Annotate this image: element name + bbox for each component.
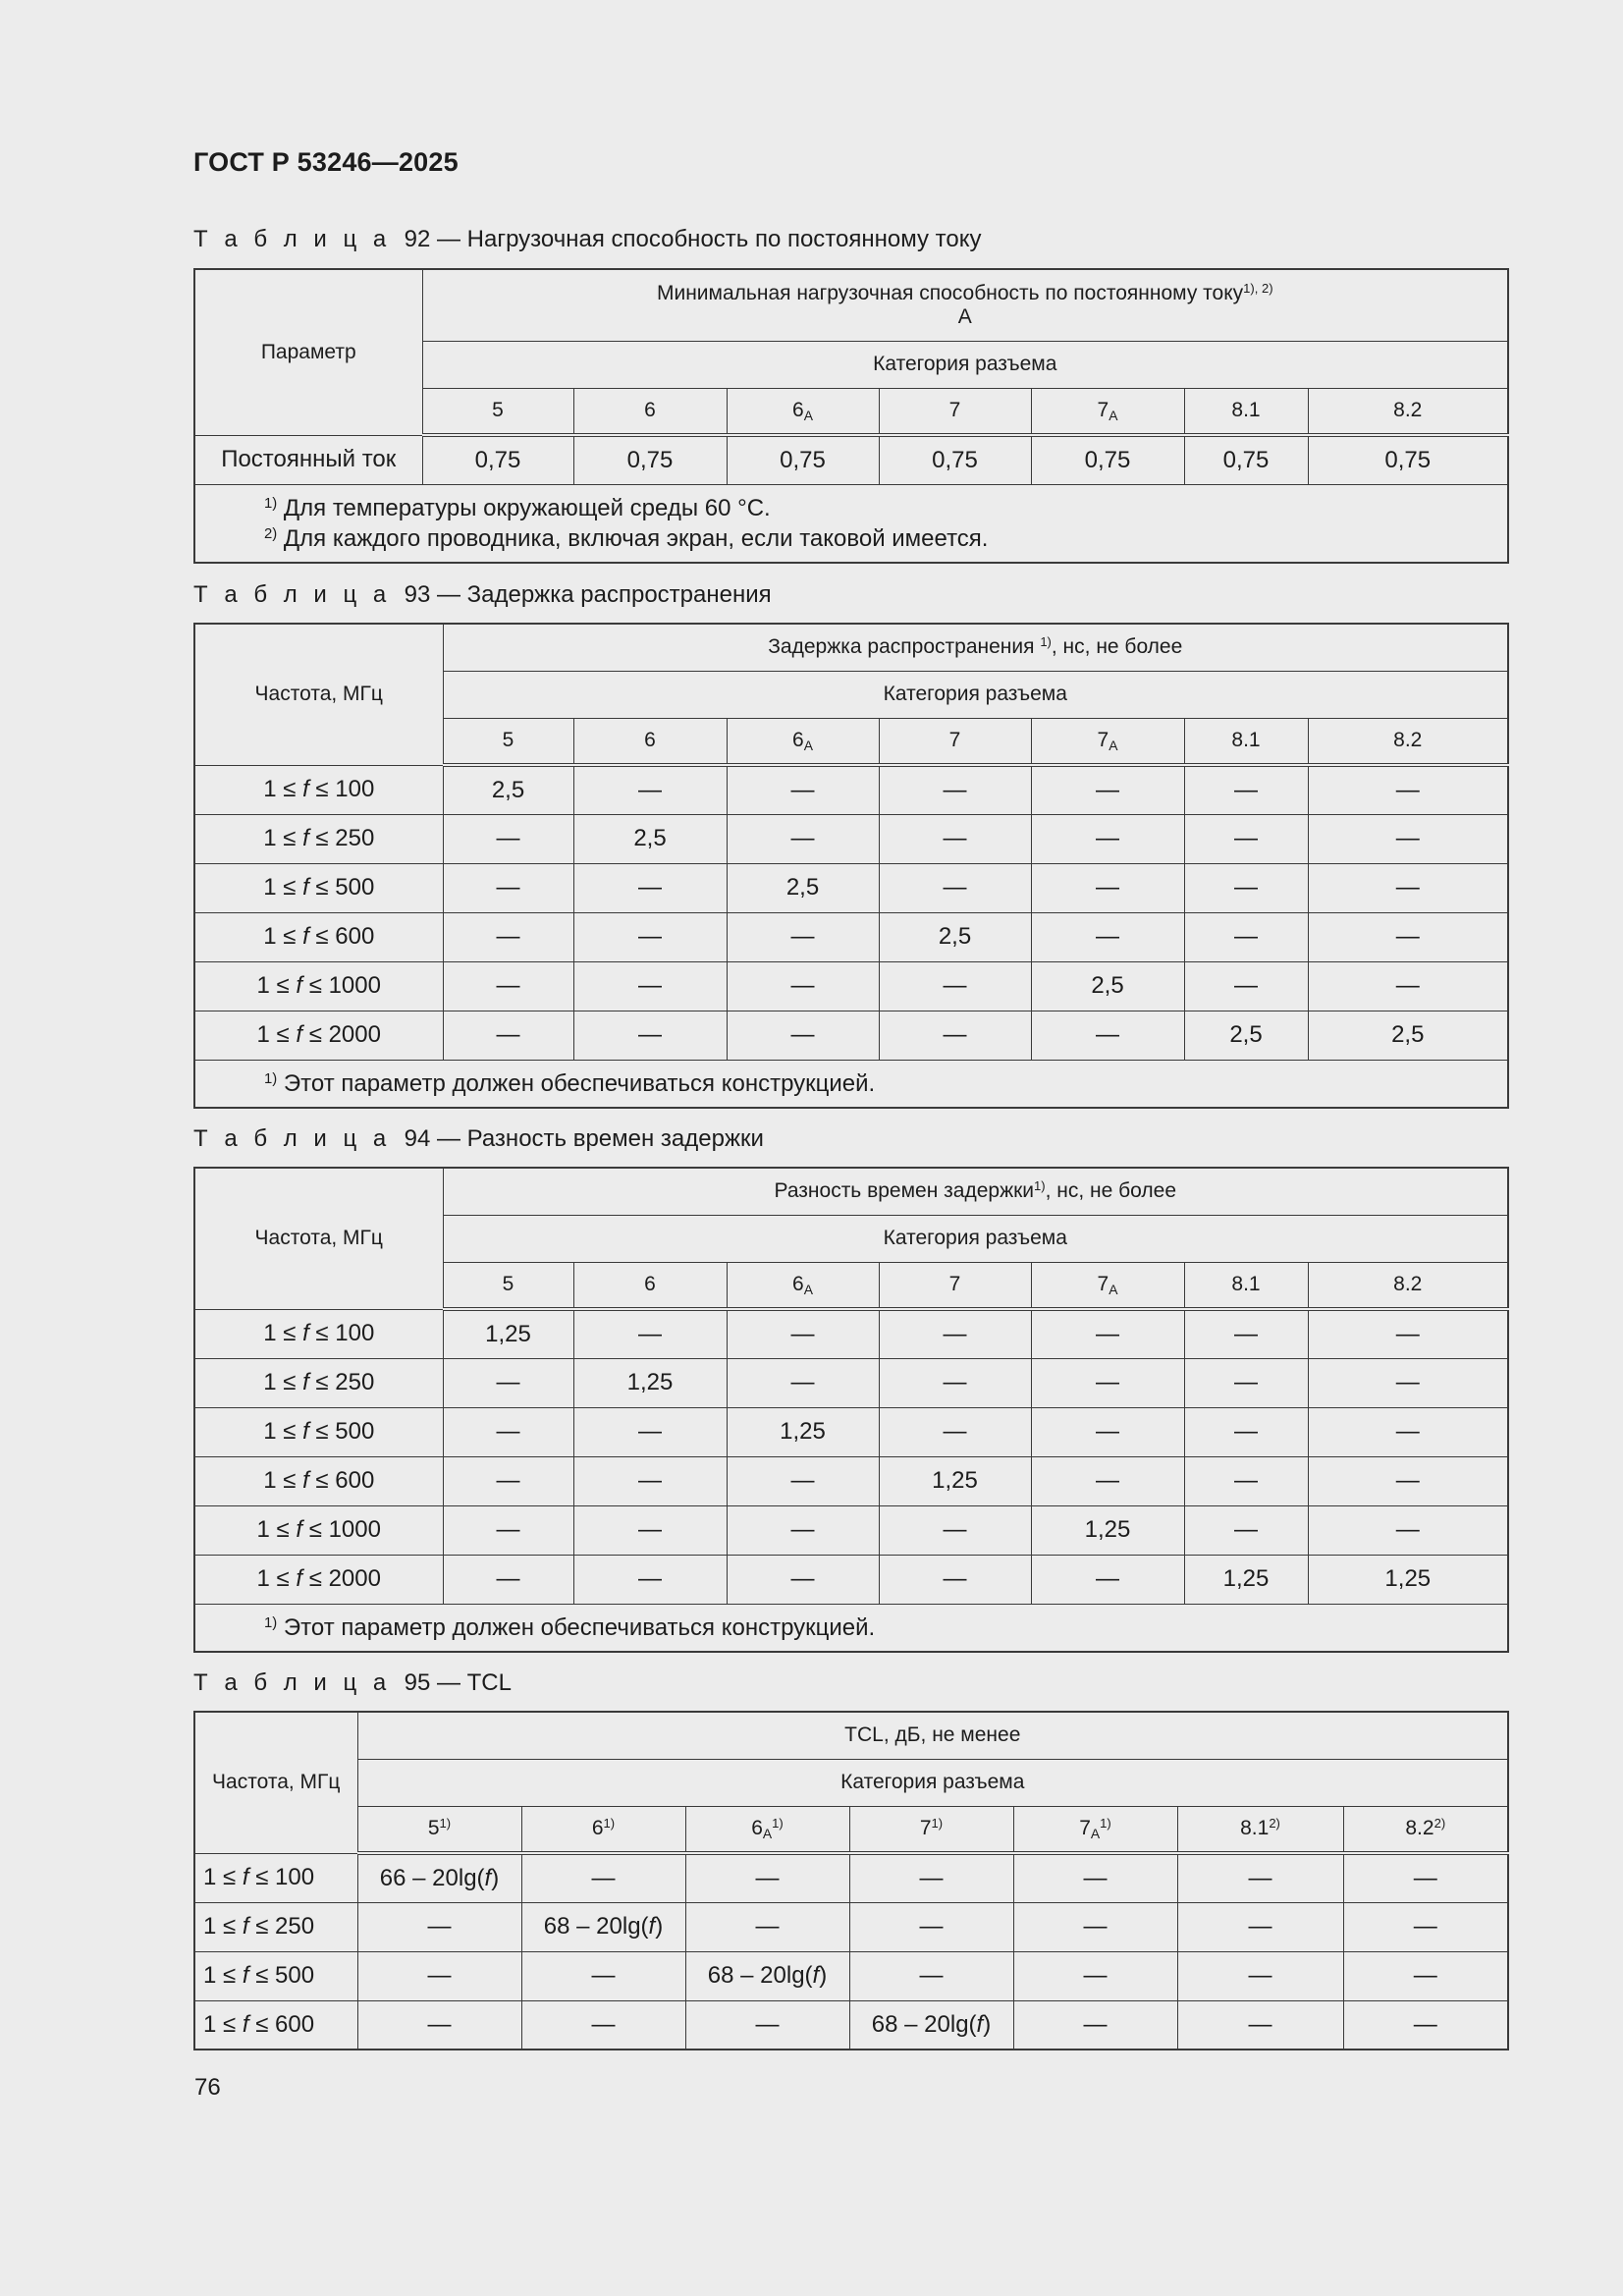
value-cell: 1,25 xyxy=(1031,1505,1184,1555)
value-cell: — xyxy=(1013,1902,1177,1951)
group-header: Минимальная нагрузочная способность по постоянному току$^{1), 2)}$ А xyxy=(422,269,1508,341)
value-cell: — xyxy=(443,1358,573,1407)
value-cell: 66 – 20lg(f) xyxy=(357,1853,521,1902)
table-95-caption: Т а б л и ц а 95 — TCL xyxy=(193,1669,512,1696)
value-cell: — xyxy=(521,1853,685,1902)
category-code: 5 xyxy=(443,1262,573,1309)
value-cell: 1,25 xyxy=(573,1358,727,1407)
value-cell: — xyxy=(849,1902,1013,1951)
value-cell: — xyxy=(1343,2000,1508,2050)
category-code: 7 xyxy=(879,1262,1031,1309)
value-cell: — xyxy=(1184,961,1308,1011)
frequency-cell: 1 ≤ f ≤ 600 xyxy=(194,2000,357,2050)
value-cell: — xyxy=(1031,1456,1184,1505)
value-cell: 2,5 xyxy=(879,912,1031,961)
table-row xyxy=(194,863,1508,912)
value-cell: — xyxy=(1308,1407,1508,1456)
category-code: 8.1 xyxy=(1184,388,1308,435)
value-cell: — xyxy=(879,1555,1031,1604)
value-cell: 0,75 xyxy=(1031,435,1184,484)
value-cell: — xyxy=(879,765,1031,814)
value-cell: — xyxy=(685,1902,849,1951)
value-cell: — xyxy=(727,1309,879,1358)
table-94-caption: Т а б л и ц а 94 — Разность времен задержки xyxy=(193,1125,764,1152)
frequency-cell: 1 ≤ f ≤ 600 xyxy=(194,1456,443,1505)
value-cell: — xyxy=(849,1853,1013,1902)
value-cell: 2,5 xyxy=(727,863,879,912)
value-cell: — xyxy=(521,2000,685,2050)
value-cell: 2,5 xyxy=(1031,961,1184,1011)
value-cell: — xyxy=(443,1505,573,1555)
value-cell: — xyxy=(573,1309,727,1358)
frequency-cell: 1 ≤ f ≤ 100 xyxy=(194,765,443,814)
category-code: 8.1 xyxy=(1184,718,1308,765)
category-code: 7 xyxy=(879,388,1031,435)
table-row xyxy=(194,961,1508,1011)
frequency-cell: 1 ≤ f ≤ 2000 xyxy=(194,1011,443,1060)
table-93 xyxy=(193,623,1509,1109)
value-cell: — xyxy=(727,1456,879,1505)
value-cell: 2,5 xyxy=(573,814,727,863)
category-code: 8.2$^{2)}$ xyxy=(1343,1806,1508,1853)
frequency-cell: 1 ≤ f ≤ 1000 xyxy=(194,961,443,1011)
frequency-cell: 1 ≤ f ≤ 500 xyxy=(194,1951,357,2000)
frequency-header: Частота, МГц xyxy=(194,1712,357,1853)
value-cell: — xyxy=(1184,1407,1308,1456)
value-cell: 1,25 xyxy=(879,1456,1031,1505)
group-header: Задержка распространения $^{1)}$, нс, не более xyxy=(443,624,1508,671)
table-row xyxy=(194,435,1508,484)
value-cell: — xyxy=(573,1555,727,1604)
value-cell: 68 – 20lg(f) xyxy=(849,2000,1013,2050)
table-row xyxy=(194,1505,1508,1555)
value-cell: 0,75 xyxy=(1184,435,1308,484)
category-code: 7$^{1)}$ xyxy=(849,1806,1013,1853)
value-cell: — xyxy=(1031,863,1184,912)
table-row xyxy=(194,1456,1508,1505)
table-row xyxy=(194,2000,1508,2050)
category-codes-row xyxy=(194,1806,1508,1853)
table-row xyxy=(194,814,1508,863)
table-row xyxy=(194,765,1508,814)
category-code: 5$^{1)}$ xyxy=(357,1806,521,1853)
value-cell: — xyxy=(1184,765,1308,814)
value-cell: — xyxy=(1308,1456,1508,1505)
value-cell: — xyxy=(1031,1309,1184,1358)
table-row xyxy=(194,1011,1508,1060)
value-cell: — xyxy=(727,961,879,1011)
value-cell: — xyxy=(443,1407,573,1456)
page-number: 76 xyxy=(194,2074,221,2101)
value-cell: — xyxy=(685,2000,849,2050)
value-cell: 68 – 20lg(f) xyxy=(685,1951,849,2000)
frequency-cell: 1 ≤ f ≤ 250 xyxy=(194,1358,443,1407)
table-row xyxy=(194,1853,1508,1902)
value-cell: — xyxy=(443,961,573,1011)
value-cell: — xyxy=(1184,863,1308,912)
frequency-header: Частота, МГц xyxy=(194,1168,443,1309)
value-cell: — xyxy=(443,912,573,961)
value-cell: 0,75 xyxy=(573,435,727,484)
value-cell: — xyxy=(727,1358,879,1407)
value-cell: — xyxy=(849,1951,1013,2000)
value-cell: — xyxy=(1308,1505,1508,1555)
table-row xyxy=(194,1902,1508,1951)
value-cell: — xyxy=(1184,1505,1308,1555)
value-cell: — xyxy=(573,863,727,912)
value-cell: — xyxy=(1308,814,1508,863)
category-header: Категория разъема xyxy=(357,1759,1508,1806)
table-row xyxy=(194,1951,1508,2000)
value-cell: 0,75 xyxy=(727,435,879,484)
value-cell: — xyxy=(1343,1853,1508,1902)
value-cell: — xyxy=(1031,814,1184,863)
value-cell: — xyxy=(727,912,879,961)
value-cell: — xyxy=(573,1407,727,1456)
frequency-cell: 1 ≤ f ≤ 600 xyxy=(194,912,443,961)
value-cell: 2,5 xyxy=(1308,1011,1508,1060)
frequency-cell: 1 ≤ f ≤ 500 xyxy=(194,1407,443,1456)
value-cell: — xyxy=(521,1951,685,2000)
value-cell: — xyxy=(357,1902,521,1951)
value-cell: — xyxy=(879,814,1031,863)
value-cell: — xyxy=(1308,863,1508,912)
value-cell: — xyxy=(573,765,727,814)
value-cell: — xyxy=(1031,1358,1184,1407)
table-row xyxy=(194,1358,1508,1407)
value-cell: — xyxy=(1177,1902,1343,1951)
category-code: $7_A$ xyxy=(1031,388,1184,435)
table-row xyxy=(194,1407,1508,1456)
value-cell: — xyxy=(1184,1358,1308,1407)
category-code: 6 xyxy=(573,388,727,435)
category-header: Категория разъема xyxy=(443,1215,1508,1262)
category-code: $7_A$ xyxy=(1031,718,1184,765)
group-header: Разность времен задержки$^{1)}$, нс, не более xyxy=(443,1168,1508,1215)
category-code: 7 xyxy=(879,718,1031,765)
value-cell: — xyxy=(1177,1853,1343,1902)
value-cell: — xyxy=(879,1358,1031,1407)
table-row xyxy=(194,1309,1508,1358)
row-label: Постоянный ток xyxy=(194,435,422,484)
value-cell: — xyxy=(879,1505,1031,1555)
category-code: 6$^{1)}$ xyxy=(521,1806,685,1853)
value-cell: — xyxy=(1184,1309,1308,1358)
frequency-cell: 1 ≤ f ≤ 250 xyxy=(194,1902,357,1951)
value-cell: — xyxy=(1343,1951,1508,2000)
value-cell: — xyxy=(357,1951,521,2000)
value-cell: 1,25 xyxy=(443,1309,573,1358)
category-code: $6_A^{1)}$ xyxy=(685,1806,849,1853)
category-code: $7_A^{1)}$ xyxy=(1013,1806,1177,1853)
category-code: 5 xyxy=(422,388,573,435)
value-cell: — xyxy=(1031,1407,1184,1456)
value-cell: — xyxy=(1308,1309,1508,1358)
table-footnotes: $^{1)}$ Для температуры окружающей среды 60 °С. $^{2)}$ Для каждого проводника, включая экран, если таковой имеется. xyxy=(194,484,1508,563)
frequency-cell: 1 ≤ f ≤ 500 xyxy=(194,863,443,912)
value-cell: — xyxy=(1031,1011,1184,1060)
param-header: Параметр xyxy=(194,269,422,435)
value-cell: 1,25 xyxy=(727,1407,879,1456)
value-cell: — xyxy=(443,1456,573,1505)
value-cell: — xyxy=(1177,2000,1343,2050)
value-cell: — xyxy=(573,912,727,961)
value-cell: — xyxy=(879,1011,1031,1060)
table-94 xyxy=(193,1167,1509,1653)
value-cell: — xyxy=(443,1555,573,1604)
value-cell: 68 – 20lg(f) xyxy=(521,1902,685,1951)
value-cell: 1,25 xyxy=(1308,1555,1508,1604)
document-header: ГОСТ Р 53246—2025 xyxy=(193,147,459,177)
table-95 xyxy=(193,1711,1509,2050)
category-code: $7_A$ xyxy=(1031,1262,1184,1309)
value-cell: — xyxy=(1013,1951,1177,2000)
value-cell: — xyxy=(573,1456,727,1505)
category-header: Категория разъема xyxy=(443,671,1508,718)
value-cell: — xyxy=(573,1505,727,1555)
value-cell: — xyxy=(573,1011,727,1060)
category-code: 8.2 xyxy=(1308,718,1508,765)
table-row xyxy=(194,912,1508,961)
value-cell: — xyxy=(727,765,879,814)
table-92 xyxy=(193,268,1509,564)
value-cell: — xyxy=(879,863,1031,912)
value-cell: — xyxy=(1308,765,1508,814)
category-code: 5 xyxy=(443,718,573,765)
value-cell: — xyxy=(1308,912,1508,961)
value-cell: — xyxy=(879,1309,1031,1358)
category-code: 6 xyxy=(573,718,727,765)
value-cell: 0,75 xyxy=(1308,435,1508,484)
table-row xyxy=(194,1555,1508,1604)
category-code: 6 xyxy=(573,1262,727,1309)
value-cell: — xyxy=(879,1407,1031,1456)
value-cell: — xyxy=(727,814,879,863)
category-code: 8.2 xyxy=(1308,388,1508,435)
value-cell: 1,25 xyxy=(1184,1555,1308,1604)
frequency-cell: 1 ≤ f ≤ 1000 xyxy=(194,1505,443,1555)
value-cell: 2,5 xyxy=(443,765,573,814)
value-cell: — xyxy=(685,1853,849,1902)
value-cell: 2,5 xyxy=(1184,1011,1308,1060)
category-code: $6_A$ xyxy=(727,388,879,435)
value-cell: 0,75 xyxy=(879,435,1031,484)
category-code: 8.1$^{2)}$ xyxy=(1177,1806,1343,1853)
table-92-caption: Т а б л и ц а 92 — Нагрузочная способность по постоянному току xyxy=(193,226,982,252)
table-footnote: $^{1)}$ Этот параметр должен обеспечиваться конструкцией. xyxy=(194,1060,1508,1108)
frequency-cell: 1 ≤ f ≤ 100 xyxy=(194,1853,357,1902)
value-cell: — xyxy=(1343,1902,1508,1951)
value-cell: — xyxy=(879,961,1031,1011)
value-cell: — xyxy=(443,863,573,912)
value-cell: 0,75 xyxy=(422,435,573,484)
group-header: TCL, дБ, не менее xyxy=(357,1712,1508,1759)
value-cell: — xyxy=(443,814,573,863)
category-code: $6_A$ xyxy=(727,1262,879,1309)
value-cell: — xyxy=(1308,1358,1508,1407)
table-93-caption: Т а б л и ц а 93 — Задержка распространения xyxy=(193,581,772,608)
frequency-cell: 1 ≤ f ≤ 2000 xyxy=(194,1555,443,1604)
value-cell: — xyxy=(1013,1853,1177,1902)
category-code: 8.2 xyxy=(1308,1262,1508,1309)
table-footnote: $^{1)}$ Этот параметр должен обеспечиваться конструкцией. xyxy=(194,1604,1508,1652)
value-cell: — xyxy=(727,1555,879,1604)
frequency-cell: 1 ≤ f ≤ 100 xyxy=(194,1309,443,1358)
value-cell: — xyxy=(1031,1555,1184,1604)
frequency-cell: 1 ≤ f ≤ 250 xyxy=(194,814,443,863)
value-cell: — xyxy=(1177,1951,1343,2000)
value-cell: — xyxy=(357,2000,521,2050)
value-cell: — xyxy=(1013,2000,1177,2050)
value-cell: — xyxy=(1184,814,1308,863)
category-code: $6_A$ xyxy=(727,718,879,765)
value-cell: — xyxy=(727,1011,879,1060)
value-cell: — xyxy=(573,961,727,1011)
value-cell: — xyxy=(1031,765,1184,814)
value-cell: — xyxy=(1031,912,1184,961)
frequency-header: Частота, МГц xyxy=(194,624,443,765)
category-code: 8.1 xyxy=(1184,1262,1308,1309)
value-cell: — xyxy=(1184,912,1308,961)
value-cell: — xyxy=(1184,1456,1308,1505)
value-cell: — xyxy=(443,1011,573,1060)
value-cell: — xyxy=(1308,961,1508,1011)
value-cell: — xyxy=(727,1505,879,1555)
category-header: Категория разъема xyxy=(422,341,1508,388)
